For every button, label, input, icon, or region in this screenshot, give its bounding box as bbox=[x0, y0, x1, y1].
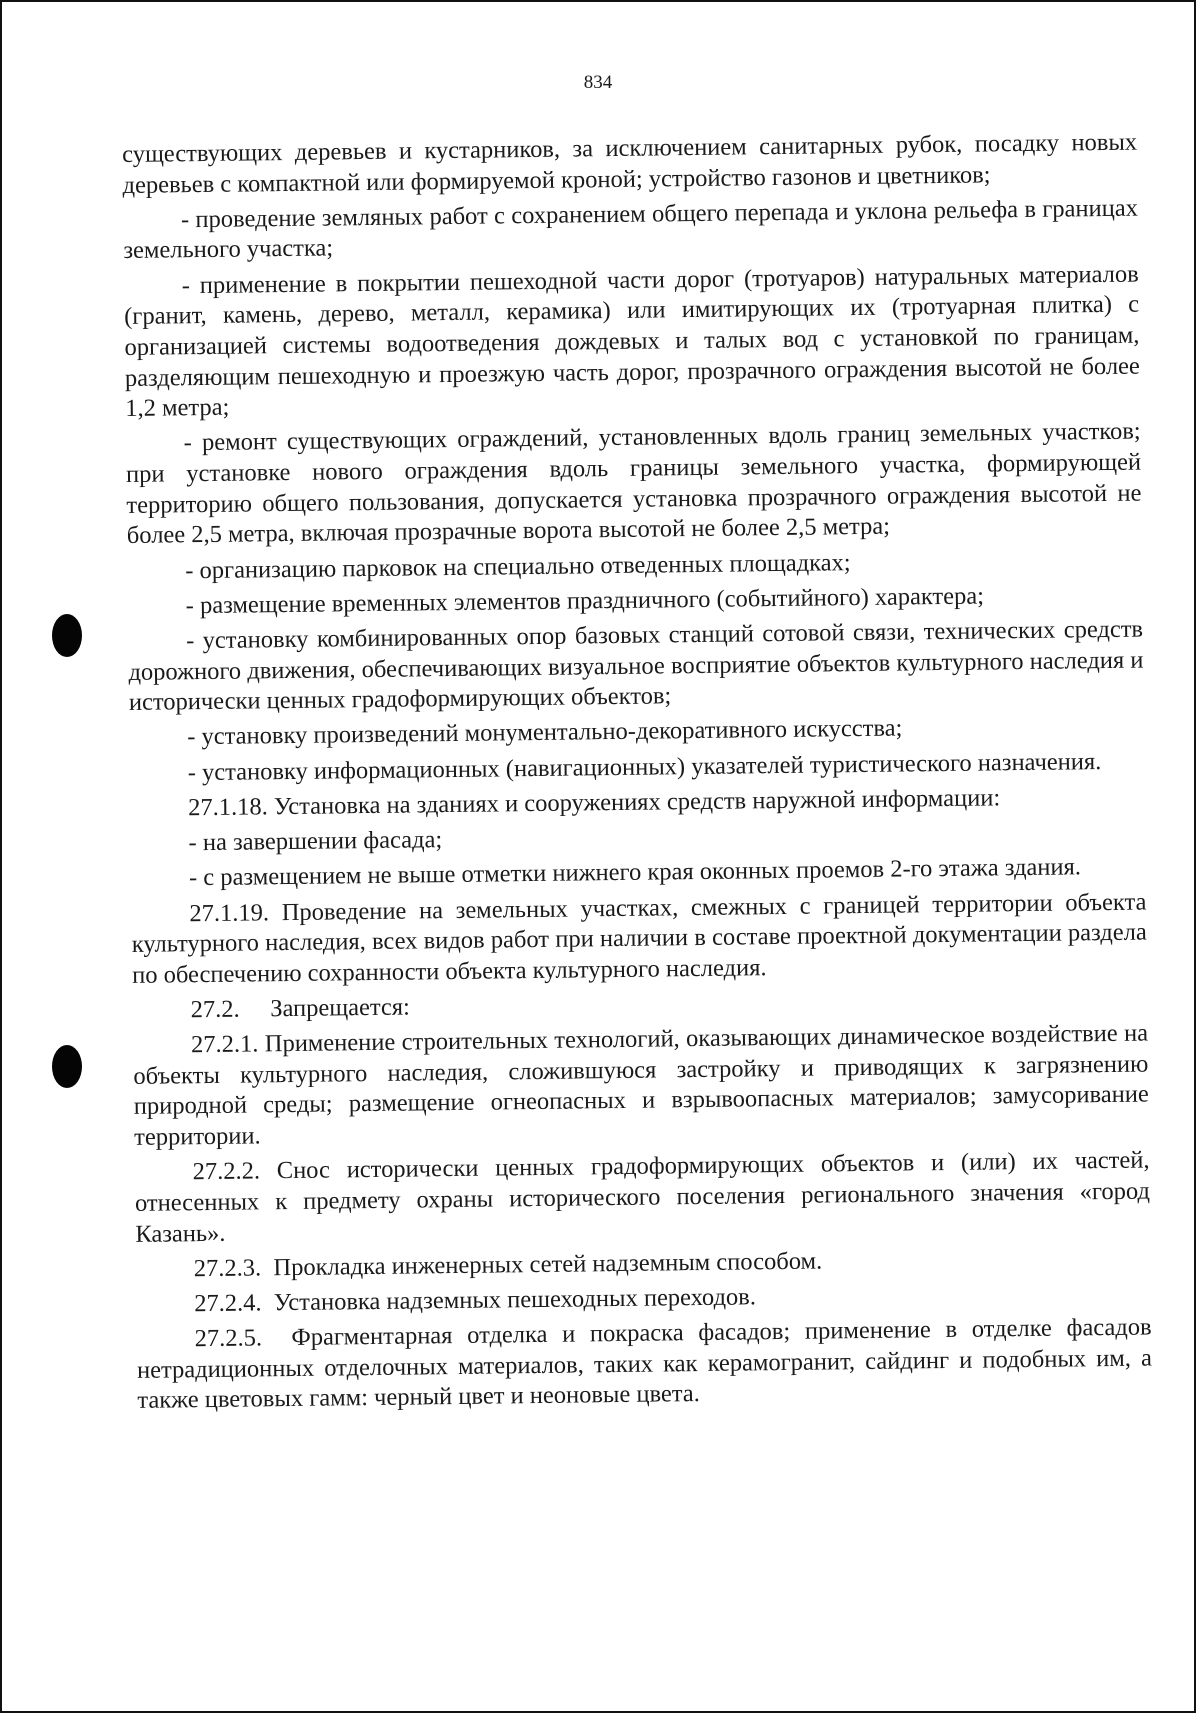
list-item: - ремонт существующих ограждений, установленных вдоль границ земельных участков; при установке нового ограждения вдоль границы земельного участка, формирующей территорию общего пользования, допускается установка прозрачного ограждения высотой не более 2,5 метра, включая прозрачные ворота высотой не более 2,5 метра; bbox=[125, 417, 1142, 550]
punch-hole-mark bbox=[52, 614, 82, 657]
clause-27-2-1: 27.2.1. Применение строительных технологий, оказывающих динамическое воздействие на объекты культурного наследия, сложившуюся застройку и приводящих к загрязнению природной среды; размещение огнеопасных и взрывоопасных материалов; замусоривание территории. bbox=[133, 1019, 1149, 1151]
clause-27-1-19: 27.1.19. Проведение на земельных участках, смежных с границей территории объекта культурного наследия, всех видов работ при наличии в составе проектной документации раздела по обеспечению сохранности объекта культурного наследия. bbox=[131, 888, 1147, 989]
list-item: - организацию парковок на специально отведенных площадках; bbox=[185, 548, 851, 584]
list-item: - установку комбинированных опор базовых станций сотовой связи, технических средств дорожного движения, обеспечивающих визуальное восприятие объектов культурного наследия и исторически ценных градоформирующих объектов; bbox=[128, 615, 1144, 717]
clause-27-2-4: 27.2.4. Установка надземных пешеходных переходов. bbox=[194, 1283, 757, 1318]
clause-27-2-5: 27.2.5. Фрагментарная отделка и покраска фасадов; применение в отделке фасадов нетрадиционных отделочных материалов, таких как керамогранит, сайдинг и подобных им, а также цветовых гамм: черный цвет и неоновые цвета. bbox=[136, 1313, 1159, 1415]
page-number: 834 bbox=[583, 72, 613, 93]
clause-27-1-18: 27.1.18. Установка на зданиях и сооружениях средств наружной информации: bbox=[187, 784, 1001, 822]
clause-27-2-2: 27.2.2. Снос исторически ценных градоформирующих объектов и (или) их частей, отнесенных к предмету охраны исторического поселения регионального значения «город Казань». bbox=[134, 1146, 1151, 1248]
list-item: - на завершении фасада; bbox=[188, 826, 443, 857]
list-item: - установку информационных (навигационных) указателей туристического назначения. bbox=[187, 747, 1102, 786]
list-item: - проведение земляных работ с сохранением общего перепада и уклона рельефа в границах земельного участка; bbox=[123, 194, 1139, 265]
clause-27-2: 27.2. Запрещается: bbox=[190, 993, 411, 1024]
list-item: - с размещением не выше отметки нижнего края оконных проемов 2-го этажа здания. bbox=[188, 853, 1082, 892]
list-item: - применение в покрытии пешеходной части дорог (тротуаров) натуральных материалов (гранит, камень, дерево, металл, керамика) или имитирующих их (тротуарная плитка) с организацией системы водоотведения дождевых и талых вод с установкой по границам, разделяющим пешеходную и проезжую часть дорог, прозрачного ограждения высотой не более 1,2 метра; bbox=[123, 260, 1140, 423]
list-item: - установку произведений монументально-декоративного искусства; bbox=[187, 714, 903, 751]
list-item: - размещение временных элементов праздничного (событийного) характера; bbox=[185, 582, 985, 619]
punch-hole-mark bbox=[52, 1045, 82, 1088]
document-body bbox=[122, 128, 1159, 1422]
paragraph: существующих деревьев и кустарников, за исключением санитарных рубок, посадку новых деревьев с компактной или формируемой кроной; устройство газонов и цветников; bbox=[122, 128, 1138, 199]
clause-27-2-3: 27.2.3. Прокладка инженерных сетей надземным способом. bbox=[193, 1247, 823, 1282]
